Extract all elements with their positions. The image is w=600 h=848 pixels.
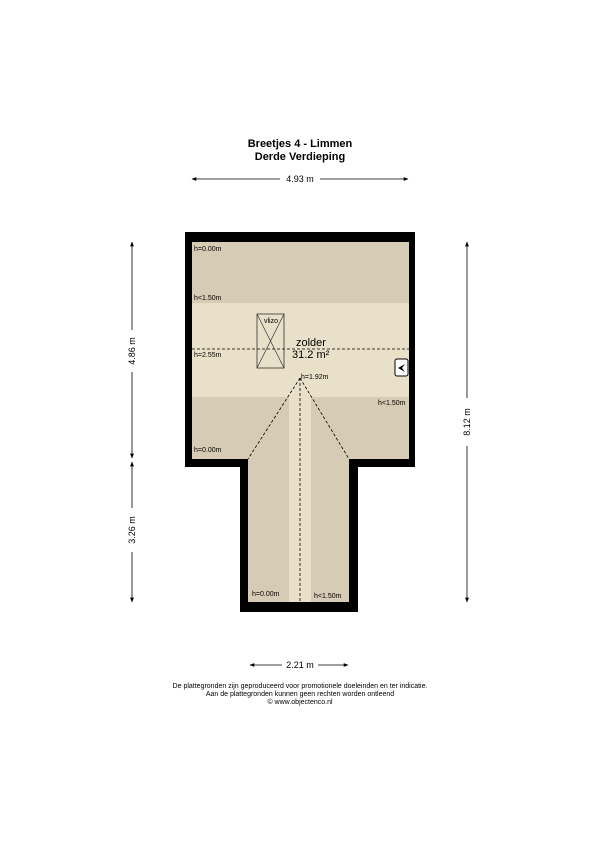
height-middle-line: h=2.55m — [194, 352, 222, 359]
room-area: 31.2 m² — [292, 349, 330, 361]
plan-subtitle: Derde Verdieping — [254, 151, 346, 163]
height-ext-right: h<1.50m — [314, 593, 342, 600]
boiler-icon — [395, 359, 408, 376]
height-ext-left: h=0.00m — [252, 591, 280, 598]
dimension-bottom-label: 2.21 m — [286, 660, 314, 670]
dimension-right-label: 8.12 m — [462, 408, 472, 436]
height-lower-left: h=0.00m — [194, 447, 222, 454]
height-right-band: h<1.50m — [378, 400, 406, 407]
hatch-label: vlizo — [264, 318, 279, 325]
room-name: zolder — [296, 337, 326, 349]
floor-band-top — [192, 242, 409, 303]
height-upper-band: h<1.50m — [194, 295, 222, 302]
height-top-left: h=0.00m — [194, 246, 222, 253]
dimension-left-lower-label: 3.26 m — [127, 516, 137, 544]
height-peak: h=1.92m — [301, 374, 329, 381]
dimension-top-label: 4.93 m — [286, 174, 314, 184]
disclaimer-line-1: De plattegronden zijn geproduceerd voor promotionele doeleinden en ter indicatie. — [172, 683, 428, 690]
copyright-link[interactable]: © www.objectenco.nl — [267, 699, 333, 706]
plan-title: Breetjes 4 - Limmen — [247, 138, 353, 150]
disclaimer-line-2: Aan de plattegronden kunnen geen rechten worden ontleend — [205, 691, 395, 698]
dimension-left-upper-label: 4.86 m — [127, 337, 137, 365]
